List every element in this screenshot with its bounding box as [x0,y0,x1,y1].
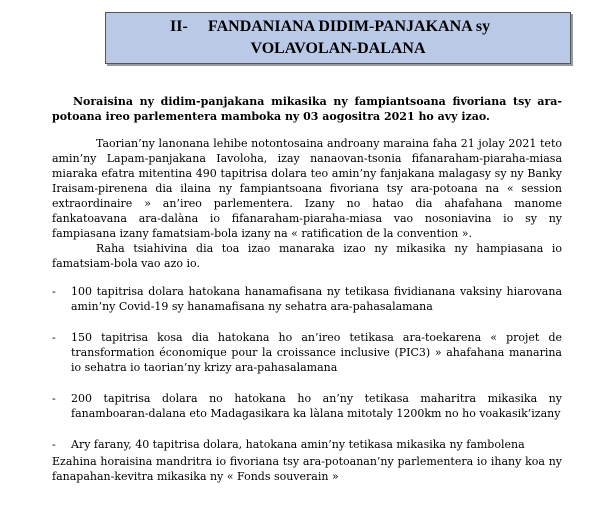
body-paragraph-1: Taorian’ny lanonana lehibe notontosaina androany maraina faha 21 jolay 2021 teto amin’ny Lapam-panjakana Iavoloha, izay nanaovan-tsonia fifanaraham-piaraha-miasa miaraka efatra mitentina 490 tapitrisa dolara teo amin’ny fanjakana malagasy sy ny Banky Iraisam-pirenena dia ilaina ny fampiantsoana fivoriana tsy ara-potoana na « session extraordinaire » an’ireo parlementera. Izany no hatao dia ahafahana manome fankatoavana ara-dalàna io fifanaraham-piaraha-miasa vao nosoniavina io sy ny fampiasana izany famatsiam-bola izany na « ratification de la convention ». [52,137,562,240]
list-item [52,284,562,314]
list-item [52,437,562,452]
list-item [52,391,562,421]
intro-paragraph: Noraisina ny didim-panjakana mikasika ny fampiantsoana fivoriana tsy ara-potoana ireo parlementera mamboka ny 03 aogositra 2021 ho avy izao. [52,95,562,123]
document-body [52,94,562,483]
section-number: II- [170,18,188,35]
list-item-text: Ary farany, 40 tapitrisa dolara, hatokana amin’ny tetikasa mikasika ny fambolena [71,438,525,451]
bullet-dash: - [52,285,56,298]
bullet-dash: - [52,392,56,405]
list-item-text: 150 tapitrisa kosa dia hatokana ho an’ireo tetikasa ara-toekarena « projet de transformation économique pour la croissance inclusive (PIC3) » ahafahana manarina io sehatra io taorian’ny krizy ara-pahasalamana [71,331,562,374]
section-title-box [105,12,571,64]
body-paragraph-2: Raha tsiahivina dia toa izao manaraka izao ny mikasika ny hampiasana io famatsiam-bola vao azo io. [52,242,562,270]
list-item-text: 100 tapitrisa dolara hatokana hanamafisana ny tetikasa fividianana vaksiny hiarovana amin’ny Covid-19 sy hanamafisana ny sehatra ara-pahasalamana [71,285,562,313]
list-item-text: 200 tapitrisa dolara no hatokana ho an’ny tetikasa maharitra mikasika ny fanamboaran-dalana eto Madagasikara ka làlana mitotaly 1200km no ho voakasik’izany [71,392,562,420]
bullet-dash: - [52,331,56,344]
funding-list [52,284,562,452]
section-title-line2: VOLAVOLAN-DALANA [250,40,426,57]
bullet-dash: - [52,438,56,451]
closing-paragraph: Ezahina horaisina mandritra io fivoriana tsy ara-potoanan’ny parlementera io ihany koa ny fanapahan-kevitra mikasika ny « Fonds souverain » [52,455,562,483]
list-item [52,330,562,375]
section-title-line1: FANDANIANA DIDIM-PANJAKANA sy [208,18,491,35]
